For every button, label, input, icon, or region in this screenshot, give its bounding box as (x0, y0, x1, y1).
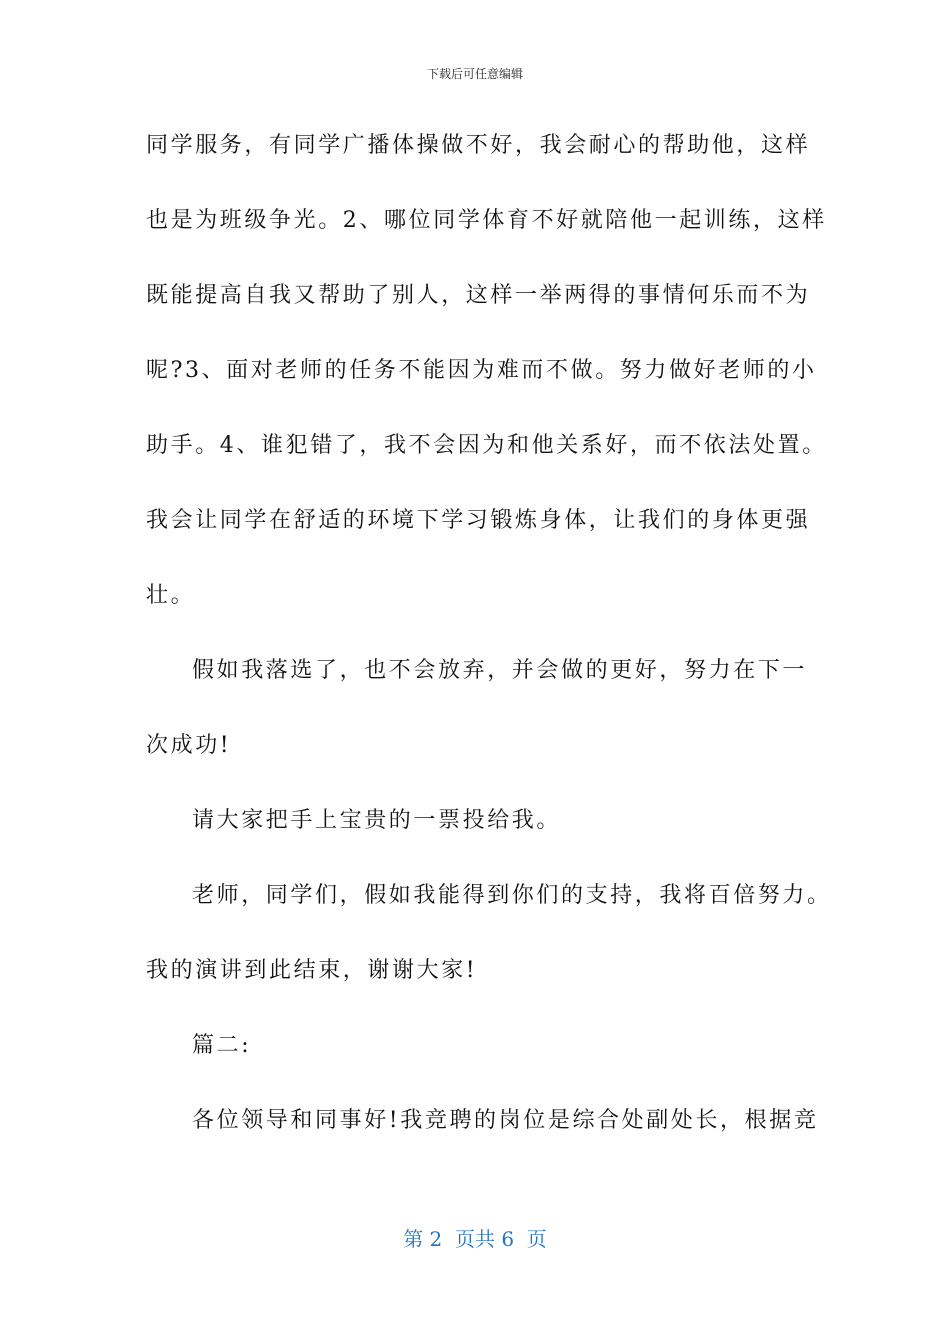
document-body (146, 125, 832, 1175)
page-header-note: 下载后可任意编辑 (426, 67, 523, 81)
paragraph-start-line: 老师，同学们，假如我能得到你们的支持，我将百倍努力。 (192, 883, 832, 908)
text-line: 也是为班级争光。2、哪位同学体育不好就陪他一起训练，这样 (146, 208, 827, 233)
paragraph-start-line: 各位领导和同事好!我竞聘的岗位是综合处副处长，根据竞 (192, 1108, 819, 1133)
page-number-footer: 第 2 页共 6 页 (403, 1227, 547, 1251)
text-line: 壮。 (146, 583, 196, 608)
paragraph-start-line: 假如我落选了，也不会放弃，并会做的更好，努力在下一 (192, 658, 808, 683)
text-line: 既能提高自我又帮助了别人，这样一举两得的事情何乐而不为 (146, 283, 811, 308)
paragraph-start-line: 请大家把手上宝贵的一票投给我。 (192, 808, 562, 833)
text-line: 次成功! (146, 733, 232, 758)
text-line: 助手。4、谁犯错了，我不会因为和他关系好，而不依法处置。 (146, 433, 827, 458)
text-line: 呢?3、面对老师的任务不能因为难而不做。努力做好老师的小 (146, 358, 817, 383)
text-line: 我的演讲到此结束，谢谢大家! (146, 958, 478, 983)
text-line: 我会让同学在舒适的环境下学习锻炼身体，让我们的身体更强 (146, 508, 811, 533)
text-line: 同学服务，有同学广播体操做不好，我会耐心的帮助他，这样 (146, 133, 811, 158)
section-heading: 篇二: (192, 1033, 252, 1058)
